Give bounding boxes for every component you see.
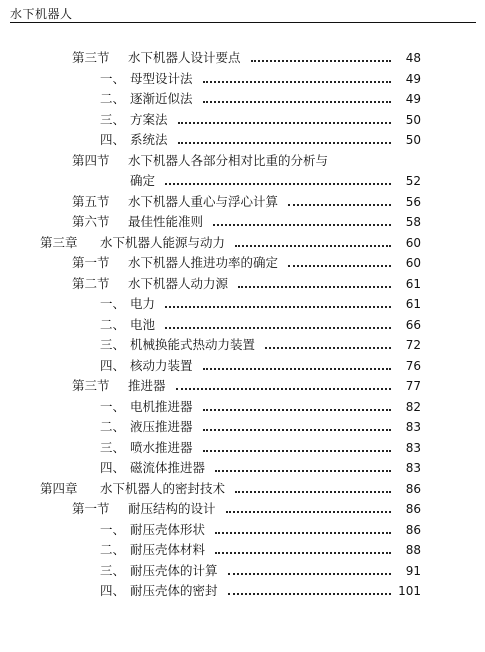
toc-entry-page-number: 76 bbox=[405, 358, 421, 373]
toc-entry-number: 三、 bbox=[100, 337, 126, 352]
toc-entry-page-number: 72 bbox=[405, 338, 421, 352]
dot-leader bbox=[165, 183, 391, 185]
dot-leader bbox=[178, 142, 391, 144]
toc-entry-page-number: 88 bbox=[405, 543, 421, 557]
toc-entry-page-number: 56 bbox=[405, 194, 421, 209]
dot-leader bbox=[228, 573, 391, 575]
toc-entry-number: 一、 bbox=[100, 296, 126, 311]
toc-entry bbox=[0, 171, 485, 191]
toc-entry-number: 三、 bbox=[100, 111, 126, 127]
dot-leader bbox=[265, 347, 391, 349]
toc-entry bbox=[0, 417, 485, 437]
toc-entry-number: 第二节 bbox=[72, 275, 110, 291]
toc-entry bbox=[0, 274, 485, 294]
toc-entry bbox=[0, 335, 485, 355]
toc-entry-number: 二、 bbox=[100, 316, 126, 332]
toc-entry bbox=[0, 561, 485, 581]
toc-entry-number: 第三节 bbox=[72, 50, 110, 65]
dot-leader bbox=[203, 101, 391, 103]
toc-entry bbox=[0, 499, 485, 519]
dot-leader bbox=[288, 204, 391, 206]
toc-entry bbox=[0, 356, 485, 376]
toc-entry bbox=[0, 438, 485, 458]
toc-entry bbox=[0, 110, 485, 130]
dot-leader bbox=[251, 60, 391, 62]
toc-entry-page-number: 61 bbox=[405, 297, 421, 311]
toc-entry bbox=[0, 458, 485, 478]
toc-entry-page-number: 91 bbox=[405, 563, 421, 578]
dot-leader bbox=[226, 511, 391, 513]
toc-entry-page-number: 66 bbox=[405, 317, 421, 332]
toc-entry-title: 水下机器人动力源 bbox=[128, 275, 229, 291]
toc-entry-title: 磁流体推进器 bbox=[130, 460, 206, 475]
toc-entry-page-number: 101 bbox=[398, 584, 421, 598]
toc-entry-title: 耐压壳体形状 bbox=[130, 521, 206, 537]
toc-entry bbox=[0, 294, 485, 314]
toc-entry-number: 四、 bbox=[100, 132, 126, 147]
toc-entry bbox=[0, 581, 485, 601]
toc-entry-page-number: 48 bbox=[405, 51, 421, 65]
toc-entry-title: 电力 bbox=[130, 296, 156, 311]
toc-entry-page-number: 61 bbox=[405, 276, 421, 291]
toc-entry-title: 最佳性能准则 bbox=[128, 214, 204, 229]
toc-entry-title: 方案法 bbox=[130, 111, 168, 127]
toc-entry-page-number: 82 bbox=[405, 399, 421, 414]
toc-entry-page-number: 50 bbox=[405, 112, 421, 127]
toc-entry bbox=[0, 540, 485, 560]
toc-entry-page-number: 83 bbox=[405, 461, 421, 475]
toc-entry-title: 耐压结构的设计 bbox=[128, 501, 216, 516]
toc-entry-number: 第一节 bbox=[72, 255, 110, 270]
toc-entry-number: 一、 bbox=[100, 70, 126, 86]
toc-entry-title: 水下机器人重心与浮心计算 bbox=[128, 193, 279, 209]
toc-entry-page-number: 58 bbox=[405, 215, 421, 229]
dot-leader bbox=[176, 388, 391, 390]
toc-entry-number: 三、 bbox=[100, 562, 126, 578]
toc-entry-page-number: 60 bbox=[405, 235, 421, 250]
toc-entry-number: 二、 bbox=[100, 91, 126, 106]
toc-entry-number: 一、 bbox=[100, 398, 126, 414]
toc-entry-number: 第四章 bbox=[40, 480, 78, 496]
toc-entry-number: 第三节 bbox=[72, 378, 110, 393]
toc-entry-title: 机械换能式热动力装置 bbox=[130, 337, 256, 352]
toc-entry-title: 水下机器人的密封技术 bbox=[100, 480, 226, 496]
dot-leader bbox=[165, 306, 391, 308]
dot-leader bbox=[165, 327, 391, 329]
toc-entry-page-number: 52 bbox=[405, 174, 421, 188]
toc-entry-number: 第一节 bbox=[72, 501, 110, 516]
toc-entry-number: 四、 bbox=[100, 357, 126, 373]
toc-entry-number: 第三章 bbox=[40, 234, 78, 250]
dot-leader bbox=[203, 450, 391, 452]
toc-entry-page-number: 49 bbox=[405, 92, 421, 106]
toc-entry-page-number: 83 bbox=[405, 440, 421, 455]
toc-entry-title: 水下机器人能源与动力 bbox=[100, 234, 226, 250]
dot-leader bbox=[203, 81, 391, 83]
toc-entry-number: 四、 bbox=[100, 460, 126, 475]
toc-entry-number: 第六节 bbox=[72, 214, 110, 229]
toc-entry-number: 二、 bbox=[100, 419, 126, 434]
header-rule bbox=[10, 22, 476, 23]
toc-entry bbox=[0, 130, 485, 150]
toc-entry bbox=[0, 89, 485, 109]
dot-leader bbox=[215, 470, 391, 472]
toc-entry-number: 一、 bbox=[100, 521, 126, 537]
toc-entry-title: 水下机器人设计要点 bbox=[128, 50, 241, 65]
toc-entry bbox=[0, 397, 485, 417]
toc-entry-number: 四、 bbox=[100, 583, 126, 598]
toc-entry-title: 电机推进器 bbox=[130, 398, 193, 414]
toc-entry-page-number: 86 bbox=[405, 502, 421, 516]
toc-entry-title: 水下机器人各部分相对比重的分析与 bbox=[128, 152, 329, 168]
dot-leader bbox=[178, 122, 391, 124]
toc-entry-title: 耐压壳体的计算 bbox=[130, 562, 218, 578]
toc-entry-title: 液压推进器 bbox=[130, 419, 193, 434]
toc-entry-title: 推进器 bbox=[128, 378, 166, 393]
toc-entry-title: 确定 bbox=[130, 173, 156, 188]
toc-entry-title: 水下机器人推进功率的确定 bbox=[128, 255, 279, 270]
toc-entry-title: 喷水推进器 bbox=[130, 439, 193, 455]
dot-leader bbox=[235, 491, 391, 493]
running-head: 水下机器人 bbox=[10, 7, 73, 21]
toc-entry-title: 耐压壳体材料 bbox=[130, 542, 206, 557]
dot-leader bbox=[228, 593, 391, 595]
toc-entry-number: 第五节 bbox=[72, 193, 110, 209]
toc-entry bbox=[0, 315, 485, 335]
dot-leader bbox=[288, 265, 391, 267]
toc-entry bbox=[0, 69, 485, 89]
toc-entry bbox=[0, 479, 485, 499]
toc-entry-title: 母型设计法 bbox=[130, 70, 193, 86]
toc-entry-page-number: 50 bbox=[405, 133, 421, 147]
toc-entry-title: 核动力装置 bbox=[130, 357, 193, 373]
dot-leader bbox=[203, 429, 391, 431]
toc-entry-page-number: 49 bbox=[405, 71, 421, 86]
toc-entry bbox=[0, 233, 485, 253]
toc-entry-number: 二、 bbox=[100, 542, 126, 557]
toc-entry-page-number: 86 bbox=[405, 522, 421, 537]
dot-leader bbox=[213, 224, 391, 226]
toc-entry bbox=[0, 192, 485, 212]
toc-entry bbox=[0, 520, 485, 540]
toc-entry-title: 电池 bbox=[130, 316, 156, 332]
toc-entry bbox=[0, 212, 485, 232]
toc-entry-number: 第四节 bbox=[72, 152, 110, 168]
toc-entry-title: 耐压壳体的密封 bbox=[130, 583, 218, 598]
toc-entry-page-number: 60 bbox=[405, 256, 421, 270]
toc-entry-page-number: 77 bbox=[405, 379, 421, 393]
dot-leader bbox=[203, 409, 391, 411]
toc-entry-title: 逐渐近似法 bbox=[130, 91, 193, 106]
dot-leader bbox=[238, 286, 391, 288]
dot-leader bbox=[203, 368, 391, 370]
dot-leader bbox=[215, 532, 391, 534]
toc-entry bbox=[0, 151, 485, 171]
toc-entry-page-number: 86 bbox=[405, 481, 421, 496]
dot-leader bbox=[235, 245, 391, 247]
toc-entry bbox=[0, 376, 485, 396]
toc-entry-title: 系统法 bbox=[130, 132, 168, 147]
toc-entry bbox=[0, 48, 485, 68]
toc-entry-page-number: 83 bbox=[405, 420, 421, 434]
toc-entry bbox=[0, 253, 485, 273]
dot-leader bbox=[215, 552, 391, 554]
toc-entry-number: 三、 bbox=[100, 439, 126, 455]
